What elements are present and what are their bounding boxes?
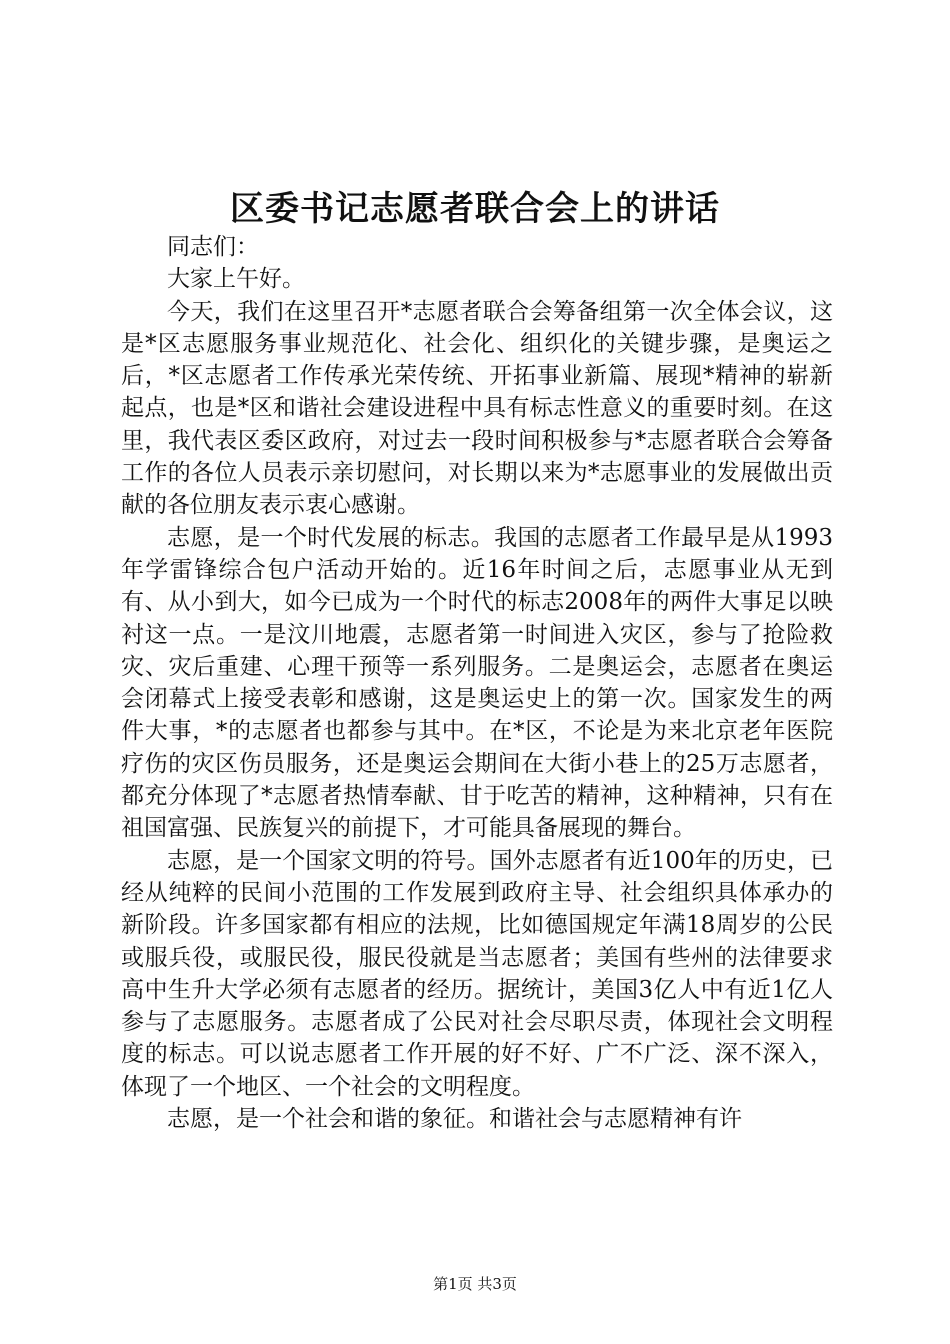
body-paragraph: 志愿，是一个时代发展的标志。我国的志愿者工作最早是从1993年学雷锋综合包户活动开始的。近16年时间之后，志愿事业从无到有、从小到大，如今已成为一个时代的标志2008年的两件大事足以映衬这一点。一是汶川地震，志愿者第一时间进入灾区，参与了抢险救灾、灾后重建、心理干预等一系列服务。二是奥运会，志愿者在奥运会闭幕式上接受表彰和感谢，这是奥运史上的第一次。国家发生的两件大事，*的志愿者也都参与其中。在*区，不论是为来北京老年医院疗伤的灾区伤员服务，还是奥运会期间在大街小巷上的25万志愿者，都充分体现了*志愿者热情奉献、甘于吃苦的精神，这种精神，只有在祖国富强、民族复兴的前提下，才可能具备展现的舞台。	[121, 524, 833, 842]
document-title: 区委书记志愿者联合会上的讲话	[230, 189, 720, 229]
body-paragraph: 志愿，是一个国家文明的符号。国外志愿者有近100年的历史，已经从纯粹的民间小范围的工作发展到政府主导、社会组织具体承办的新阶段。许多国家都有相应的法规，比如德国规定年满18周岁的公民或服兵役，或服民役，服民役就是当志愿者；美国有些州的法律要求高中生升大学必须有志愿者的经历。据统计，美国3亿人中有近1亿人参与了志愿服务。志愿者成了公民对社会尽职尽责，体现社会文明程度的标志。可以说志愿者工作开展的好不好、广不广泛、深不深入，体现了一个地区、一个社会的文明程度。	[121, 847, 833, 1100]
document-body	[121, 231, 833, 1135]
salutation: 同志们：	[167, 234, 259, 260]
page-number-footer: 第1页 共3页	[433, 1275, 517, 1293]
greeting: 大家上午好。	[167, 266, 305, 293]
body-paragraph: 志愿，是一个社会和谐的象征。和谐社会与志愿精神有许	[167, 1106, 742, 1133]
body-paragraph: 今天，我们在这里召开*志愿者联合会筹备组第一次全体会议，这是*区志愿服务事业规范化、社会化、组织化的关键步骤，是奥运之后，*区志愿者工作传承光荣传统、开拓事业新篇、展现*精神的崭新起点，也是*区和谐社会建设进程中具有标志性意义的重要时刻。在这里，我代表区委区政府，对过去一段时间积极参与*志愿者联合会筹备工作的各位人员表示亲切慰问，对长期以来为*志愿事业的发展做出贡献的各位朋友表示衷心感谢。	[121, 298, 833, 519]
